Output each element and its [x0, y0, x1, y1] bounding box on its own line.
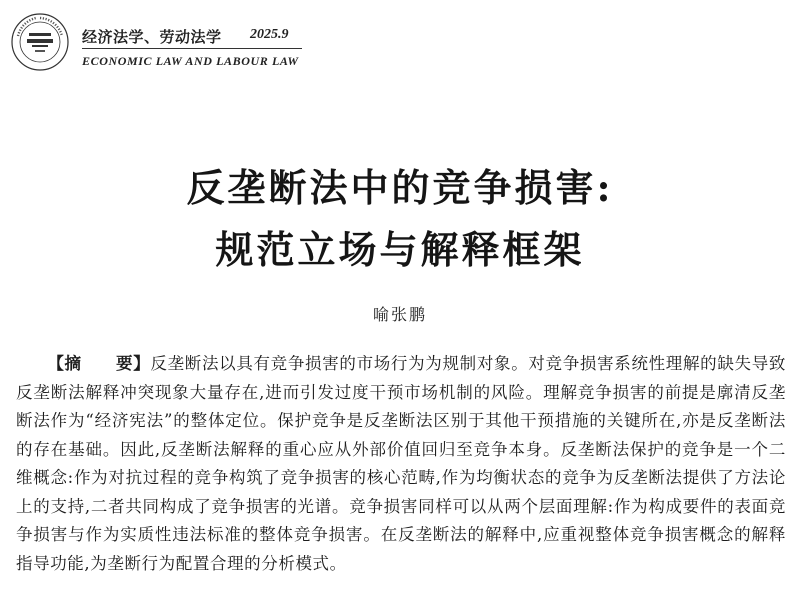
abstract-paragraph: [16, 350, 786, 578]
header-rule: [82, 48, 302, 49]
article-title-line-1: 反垄断法中的竞争损害:: [186, 165, 614, 210]
article-title-line-2: 规范立场与解释框架: [215, 227, 585, 272]
journal-english-title: ECONOMIC LAW AND LABOUR LAW: [82, 54, 299, 68]
journal-title: 经济法学、劳动法学: [82, 28, 222, 46]
abstract-label: 【摘 要】: [47, 354, 151, 373]
abstract-text: 反垄断法以具有竞争损害的市场行为为规制对象。对竞争损害系统性理解的缺失导致反垄断法解释冲突现象大量存在,进而引发过度干预市场机制的风险。理解竞争损害的前提是廓清反垄断法作为“经济宪法”的整体定位。保护竞争是反垄断法区别于其他干预措施的关键所在,亦是反垄断法的存在基础。因此,反垄断法解释的重心应从外部价值回归至竞争本身。反垄断法保护的竞争是一个二维概念:作为对抗过程的竞争构筑了竞争损害的核心范畴,作为均衡状态的竞争为反垄断法提供了方法论上的支持,二者共同构成了竞争损害的光谱。竞争损害同样可以从两个层面理解:作为构成要件的表面竞争损害与作为实质性违法标准的整体竞争损害。在反垄断法的解释中,应重视整体竞争损害概念的解释指导功能,为垄断行为配置合理的分析模式。: [16, 354, 786, 573]
article-author: 喻张鹏: [372, 305, 427, 324]
publisher-seal-logo: [10, 12, 70, 72]
journal-header: [10, 10, 300, 74]
issue-number: 2025.9: [250, 27, 289, 42]
